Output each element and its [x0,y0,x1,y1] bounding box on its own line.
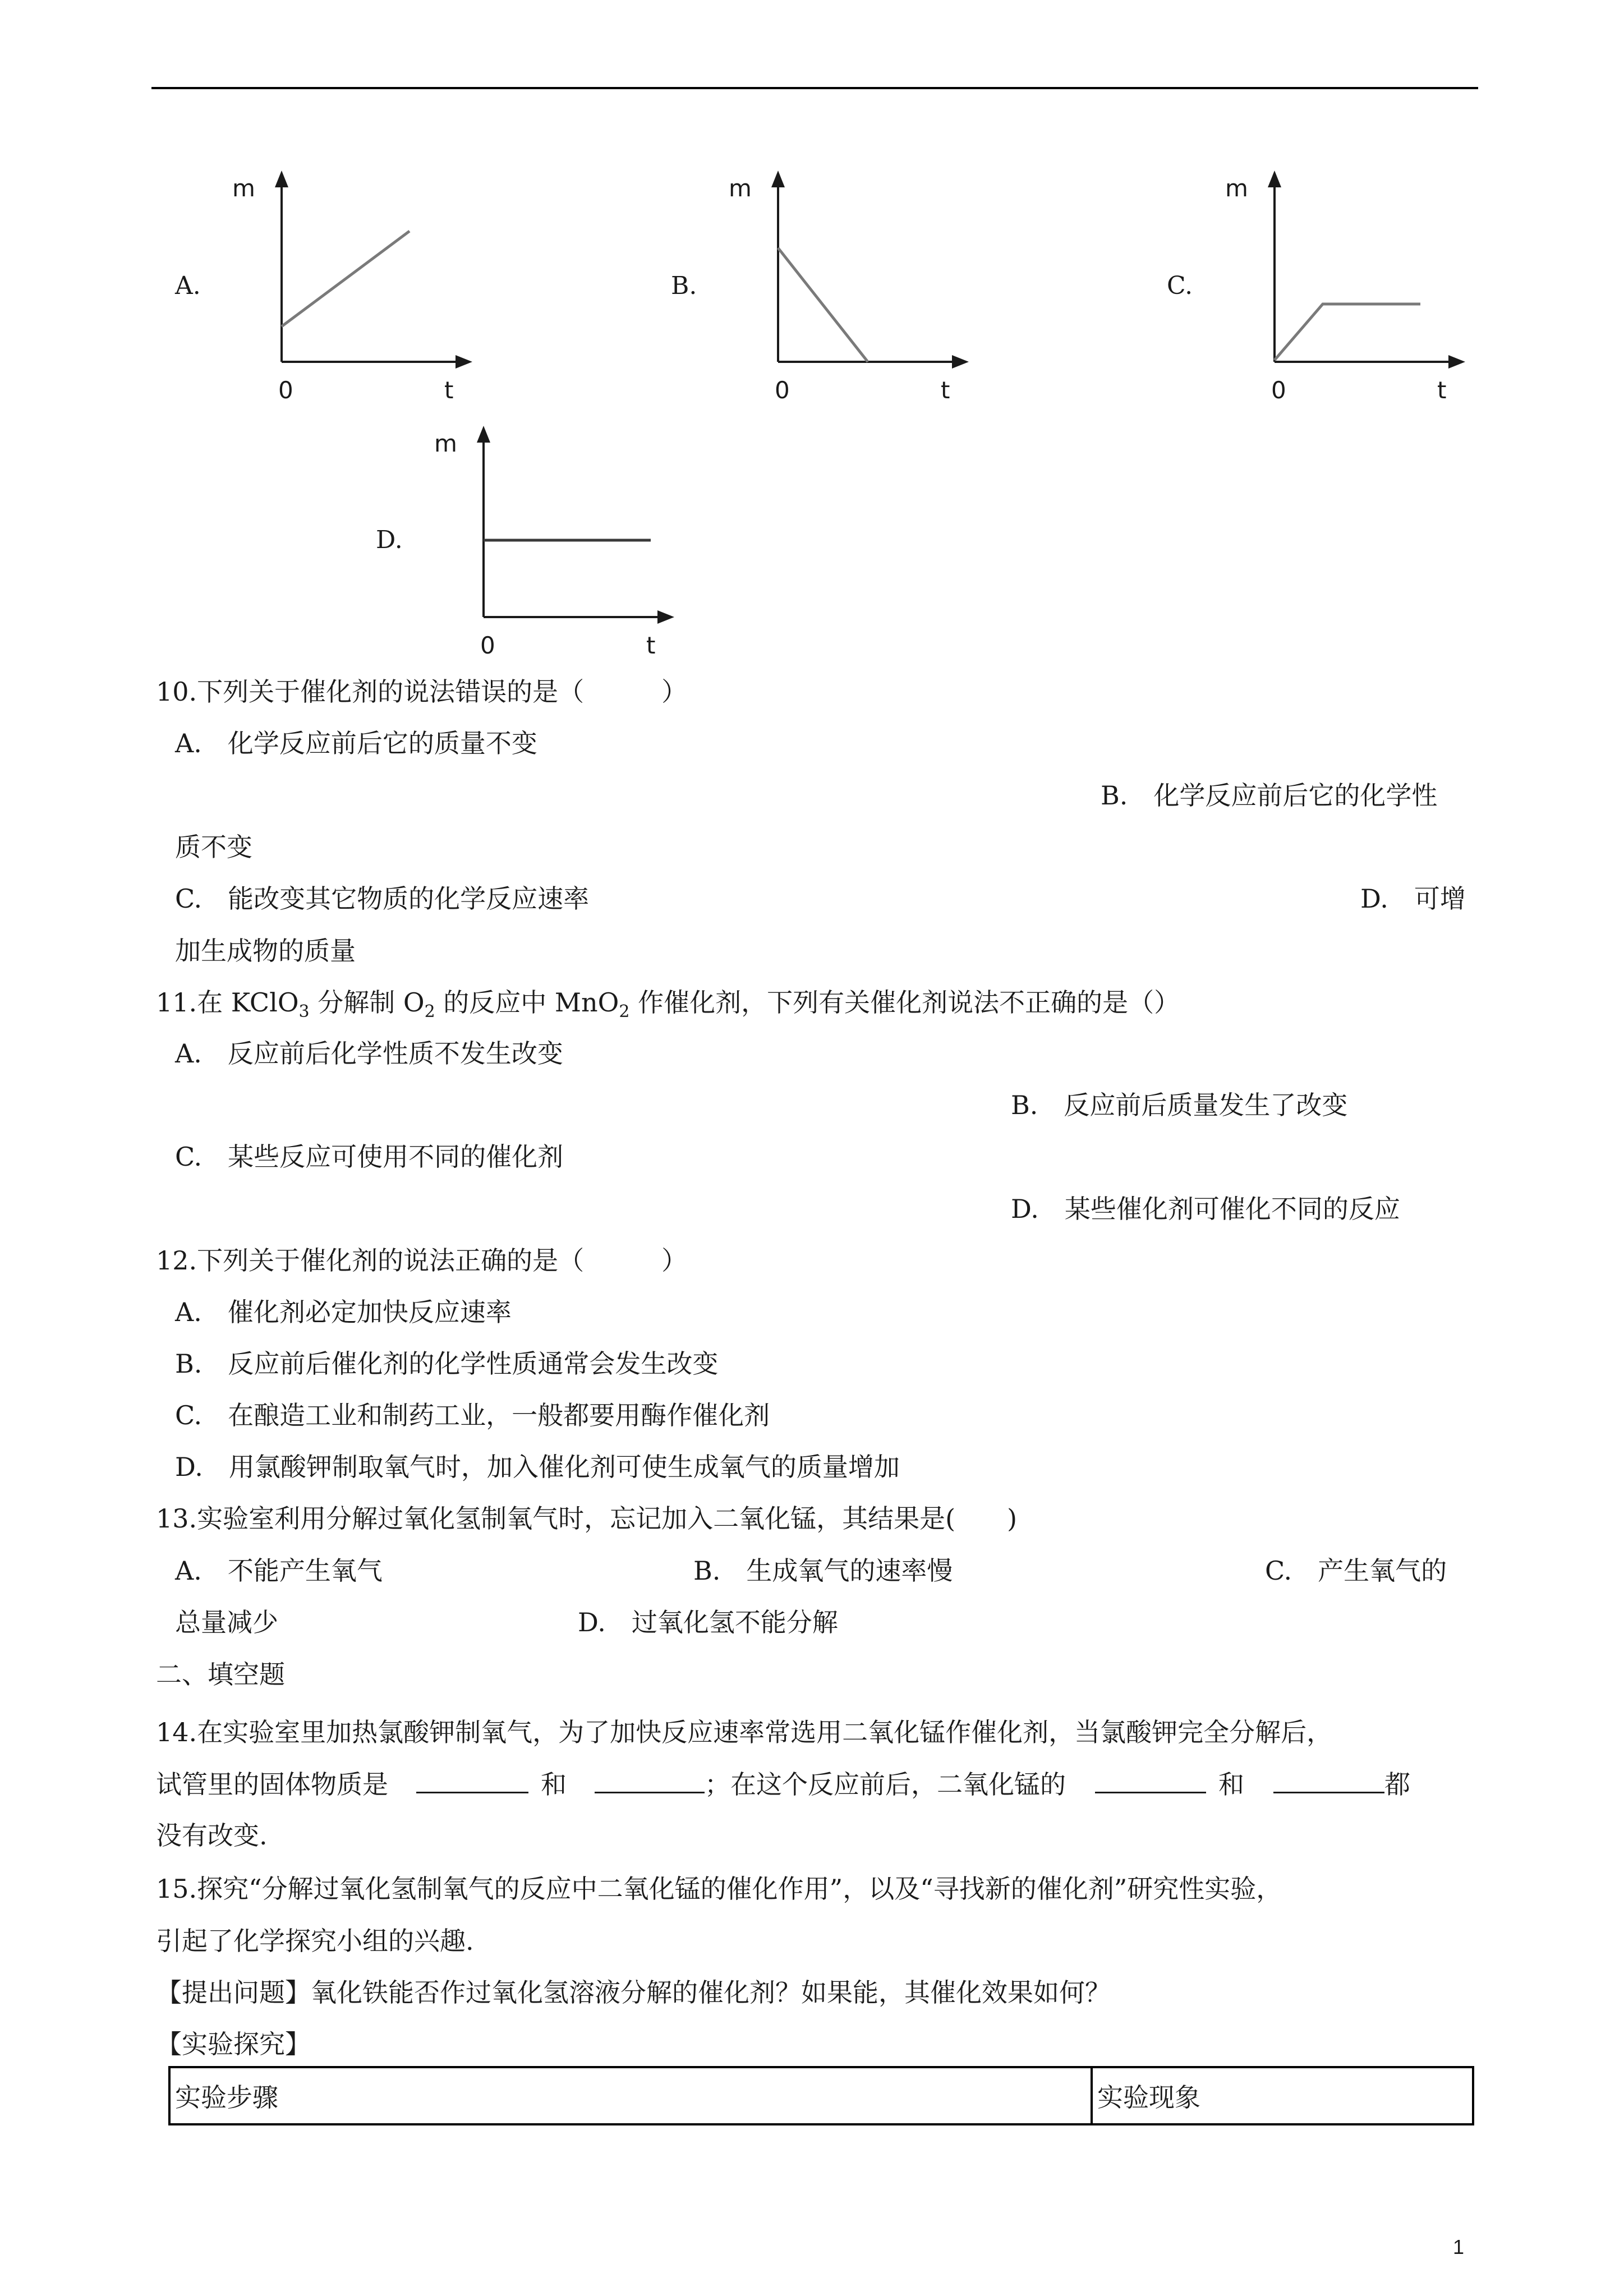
page-number: 1 [1453,2235,1465,2258]
q10-option-b-cont: 质不变 [175,832,252,862]
table-header-row [169,2067,1473,2124]
q11-option-b: B. 反应前后质量发生了改变 [1011,1090,1348,1120]
q15-line2: 引起了化学探究小组的兴趣. [156,1926,474,1956]
q12-option-a: A. 催化剂必定加快反应速率 [175,1297,512,1327]
table-header-observations: 实验现象 [1092,2067,1473,2124]
q14-text-e: 都 [1384,1769,1410,1800]
q14-blank-2[interactable] [595,1767,705,1793]
q12-stem: 12.下列关于催化剂的说法正确的是（ ） [156,1245,688,1276]
q14-text-b: 和 [541,1769,567,1800]
graph-d [426,418,696,670]
graph-c [1217,163,1487,415]
q10-stem: 10.下列关于催化剂的说法错误的是（ ） [156,677,688,707]
graph-d-x-label: t [646,632,656,659]
q11-option-a: A. 反应前后化学性质不发生改变 [175,1038,563,1069]
q13-option-c-cont: 总量减少 [175,1607,278,1637]
q14-text-a: 试管里的固体物质是 [156,1769,388,1800]
option-d-label: D. [376,526,403,554]
q12-option-c: C. 在酿造工业和制药工业，一般都要用酶作催化剂 [175,1400,770,1430]
section-heading: 二、填空题 [156,1659,285,1690]
graph-a [224,163,494,415]
q11-stem: 11.在 KClO$_3$ 分解制 $O_2$ 的反应中 MnO$_2$ 作催化剂，下列有关催化剂说法不正确的是（） [156,987,1180,1022]
graph-a-origin: 0 [278,376,293,404]
q13-option-b: B. 生成氧气的速率慢 [693,1556,953,1586]
option-c-label: C. [1167,272,1193,300]
graph-b-origin: 0 [775,376,790,404]
graph-b-x-label: t [941,376,950,404]
q14-blank-3[interactable] [1095,1767,1206,1793]
graph-a-y-label: m [232,174,255,202]
q11-option-d: D. 某些催化剂可催化不同的反应 [1011,1194,1400,1224]
q11-option-c: C. 某些反应可使用不同的催化剂 [175,1142,564,1172]
q14-blank-1[interactable] [416,1767,528,1793]
q12-option-d: D. 用氯酸钾制取氧气时，加入催化剂可使生成氧气的质量增加 [175,1452,900,1482]
q13-stem: 13.实验室利用分解过氧化氢制氧气时，忘记加入二氧化锰，其结果是( ) [156,1503,1018,1534]
option-b-label: B. [671,272,697,300]
q14-text-c: ；在这个反应前后，二氧化锰的 [705,1769,1066,1800]
q14-blank-4[interactable] [1273,1767,1384,1793]
q13-option-c: C. 产生氧气的 [1265,1556,1447,1586]
q10-option-b: B. 化学反应前后它的化学性 [1101,780,1438,811]
q15-explore: 【实验探究】 [156,2029,311,2059]
header-rule [151,87,1478,89]
option-a-label: A. [175,272,201,300]
q14-line3: 没有改变. [156,1820,268,1851]
graph-b [721,163,990,415]
graph-d-origin: 0 [480,632,495,659]
q10-option-d: D. 可增 [1360,884,1466,914]
q14-text-d: 和 [1218,1769,1244,1800]
graph-c-origin: 0 [1271,376,1286,404]
q14-line1: 14.在实验室里加热氯酸钾制氧气，为了加快反应速率常选用二氧化锰作催化剂，当氯酸钾完全分解后， [156,1717,1333,1747]
q13-option-a: A. 不能产生氧气 [175,1556,383,1586]
q15-line1: 15.探究“分解过氧化氢制氧气的反应中二氧化锰的催化作用”，以及“寻找新的催化剂”研究性实验， [156,1874,1282,1904]
experiment-table [168,2066,1474,2125]
graph-c-y-label: m [1225,174,1248,202]
table-header-steps: 实验步骤 [169,2067,1092,2124]
graph-b-y-label: m [729,174,752,202]
graph-d-y-label: m [434,430,457,457]
q13-option-d: D. 过氧化氢不能分解 [578,1607,838,1637]
graph-a-x-label: t [444,376,454,404]
q15-question: 【提出问题】氧化铁能否作过氧化氢溶液分解的催化剂？如果能，其催化效果如何？ [156,1977,1111,2008]
q10-option-c: C. 能改变其它物质的化学反应速率 [175,884,590,914]
q12-option-b: B. 反应前后催化剂的化学性质通常会发生改变 [175,1349,719,1379]
q10-option-d-cont: 加生成物的质量 [175,936,356,966]
q10-option-a: A. 化学反应前后它的质量不变 [175,728,537,758]
q14-line2 [156,1767,1410,1801]
graph-c-x-label: t [1437,376,1447,404]
